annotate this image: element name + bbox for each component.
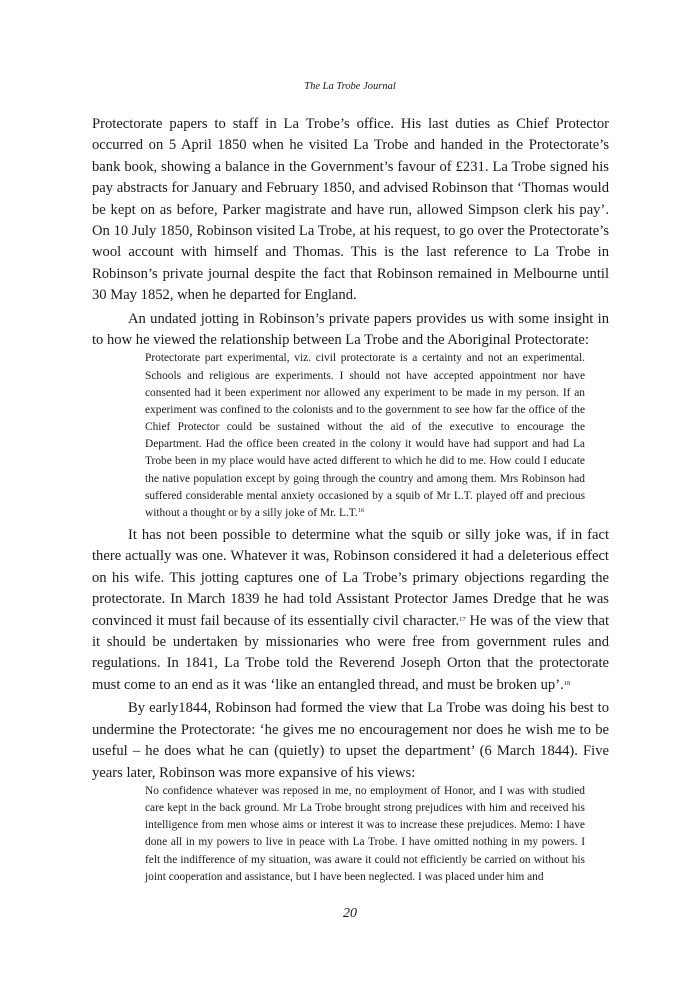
footnote-ref-18: 18: [563, 679, 571, 687]
block-quote-text: Protectorate part experimental, viz. civil protectorate is a certainty and not an experimental. Schools and religious are experiments. I should not have accepted appointment nor have consented had it been experiment nor allowed any experiment to be made in my person. If an experiment was confined to the colonists and to the government to see how far the office of the Chief Protector could be sustained without the aid of the executive to encourage the Department. Had the office been created in the colony it would have had support and had La Trobe been in my place would have acted different to which he did to me. How could I educate the native population except by going through the country and among them. Mrs Robinson had suffered considerable mental anxiety occasioned by a squib of Mr L.T. played off and precious without a thought or by a silly joke of Mr. L.T.: [145, 352, 585, 519]
page-body: [92, 114, 609, 886]
block-quote-views: No confidence whatever was reposed in me, no employment of Honor, and I was with studied care kept in the back ground. Mr La Trobe brought strong prejudices with him and received his intelligence from men whose aims or interest it was to increase these prejudices. Memo: I have done all in my powers to live in peace with La Trobe. I have omitted nothing in my powers. I felt the indifference of my situation, was aware it could not efficiently be carried on without his joint cooperation and assistance, but I have been neglected. I was placed under him and: [145, 784, 585, 883]
paragraph-undated-jotting: An undated jotting in Robinson’s private papers provides us with some insight in to how he viewed the relationship between La Trobe and the Aboriginal Protectorate:: [92, 310, 609, 349]
page-number: 20: [343, 906, 357, 921]
paragraph-text: He was of the view that it should be undertaken by missionaries who were free from government rules and regulations. In 1841, La Trobe told the Reverend Joseph Orton that the protectorate must come to an end as it was ‘like an entangled thread, and must be broken up’.: [92, 612, 609, 693]
paragraph-text: It has not been possible to determine what the squib or silly joke was, if in fact there actually was one. Whatever it was, Robinson considered it had a deleterious effect on his wife. This jotting captures one of La Trobe’s primary objections regarding the protectorate. In March 1839 he had told Assistant Protector James Dredge that he was convinced it must fail because of its essentially civil character.: [92, 527, 609, 629]
running-head: The La Trobe Journal: [304, 81, 396, 92]
paragraph-squib: [92, 525, 609, 696]
footnote-ref-17: 17: [459, 615, 466, 623]
block-quote-jotting: [145, 350, 585, 522]
paragraph-continuation: Protectorate papers to staff in La Trobe’s office. His last duties as Chief Protector occurred on 5 April 1850 when he visited La Trobe and handed in the Protectorate’s bank book, showing a balance in the Government’s favour of £231. La Trobe signed his pay abstracts for January and February 1850, and advised Robinson that ‘Thomas would be kept on as before, Parker magistrate and have run, allowed Simpson clerk his pay’. On 10 July 1850, Robinson visited La Trobe, at his request, to go over the Protectorate’s wool account with himself and Thomas. This is the last reference to La Trobe in Robinson’s private journal despite the fact that Robinson remained in Melbourne until 30 May 1852, when he departed for England.: [92, 116, 609, 304]
paragraph-early-1844: By early1844, Robinson had formed the view that La Trobe was doing his best to undermine the Protectorate: ‘he gives me no encouragement nor does he wish me to be useful – he does what he can (quietly) to upset the department’ (6 March 1844). Five years later, Robinson was more expansive of his views:: [92, 700, 609, 781]
footnote-ref-16: 16: [357, 506, 365, 514]
